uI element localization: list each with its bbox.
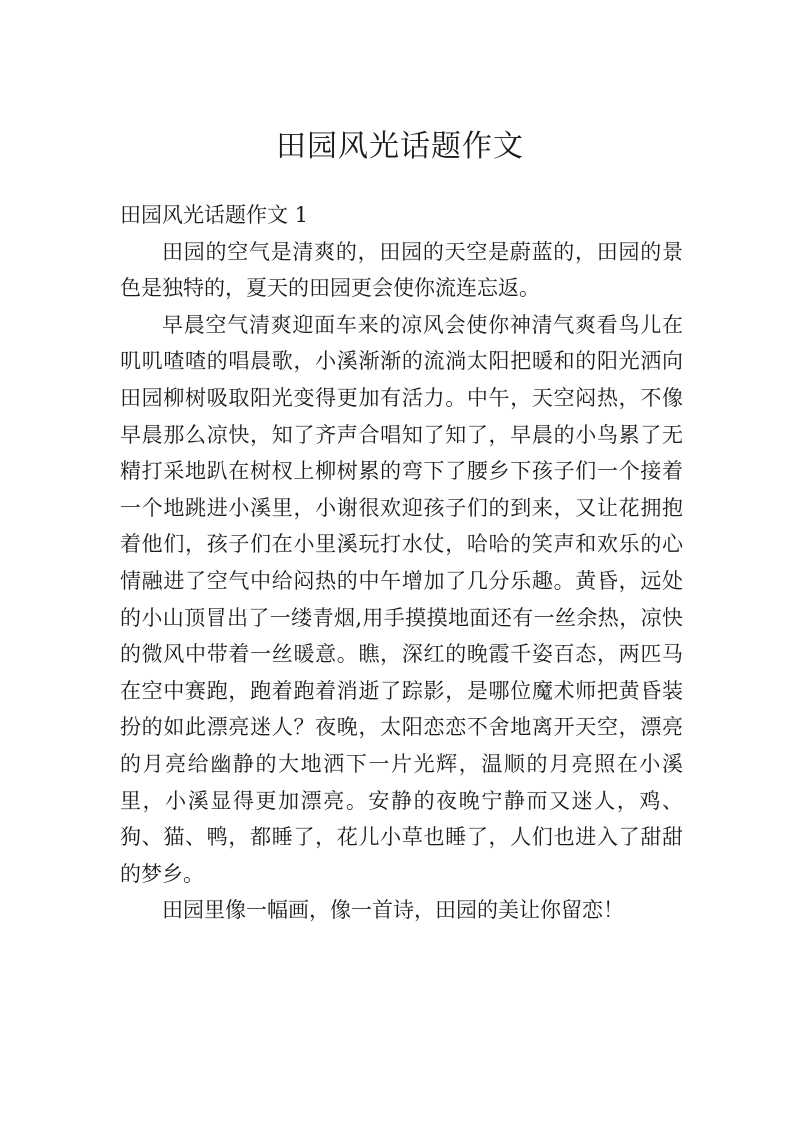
document-body [120,197,683,929]
paragraph-3: 田园里像一幅画，像一首诗，田园的美让你留恋！ [162,898,624,923]
paragraph-2: 早晨空气清爽迎面车来的凉风会使你神清气爽看鸟儿在叽叽喳喳的唱晨歌，小溪渐渐的流淌太阳把暖和的阳光洒向田园柳树吸取阳光变得更加有活力。中午，天空闷热，不像早晨那么凉快，知了齐声合唱知了知了，早晨的小鸟累了无精打采地趴在树杈上柳树累的弯下了腰乡下孩子们一个接着一个地跳进小溪里，小谢很欢迎孩子们的到来，又让花拥抱着他们，孩子们在小里溪玩打水仗，哈哈的笑声和欢乐的心情融进了空气中给闷热的中午增加了几分乐趣。黄昏，远处的小山顶冒出了一缕青烟,用手摸摸地面还有一丝余热，凉快的微风中带着一丝暖意。瞧，深红的晚霞千姿百态，两匹马在空中赛跑，跑着跑着消逝了踪影，是哪位魔术师把黄昏装扮的如此漂亮迷人？夜晚，太阳恋恋不舍地离开天空，漂亮的月亮给幽静的大地洒下一片光辉，温顺的月亮照在小溪里，小溪显得更加漂亮。安静的夜晚宁静而又迷人，鸡、狗、猫、鸭，都睡了，花儿小草也睡了，人们也进入了甜甜的梦乡。 [120,312,683,886]
paragraph-1: 田园的空气是清爽的，田园的天空是蔚蓝的，田园的景色是独特的，夏天的田园更会使你流连忘返。 [120,239,683,301]
document-title: 田园风光话题作文 [276,129,524,164]
essay-heading: 田园风光话题作文 1 [120,203,309,227]
